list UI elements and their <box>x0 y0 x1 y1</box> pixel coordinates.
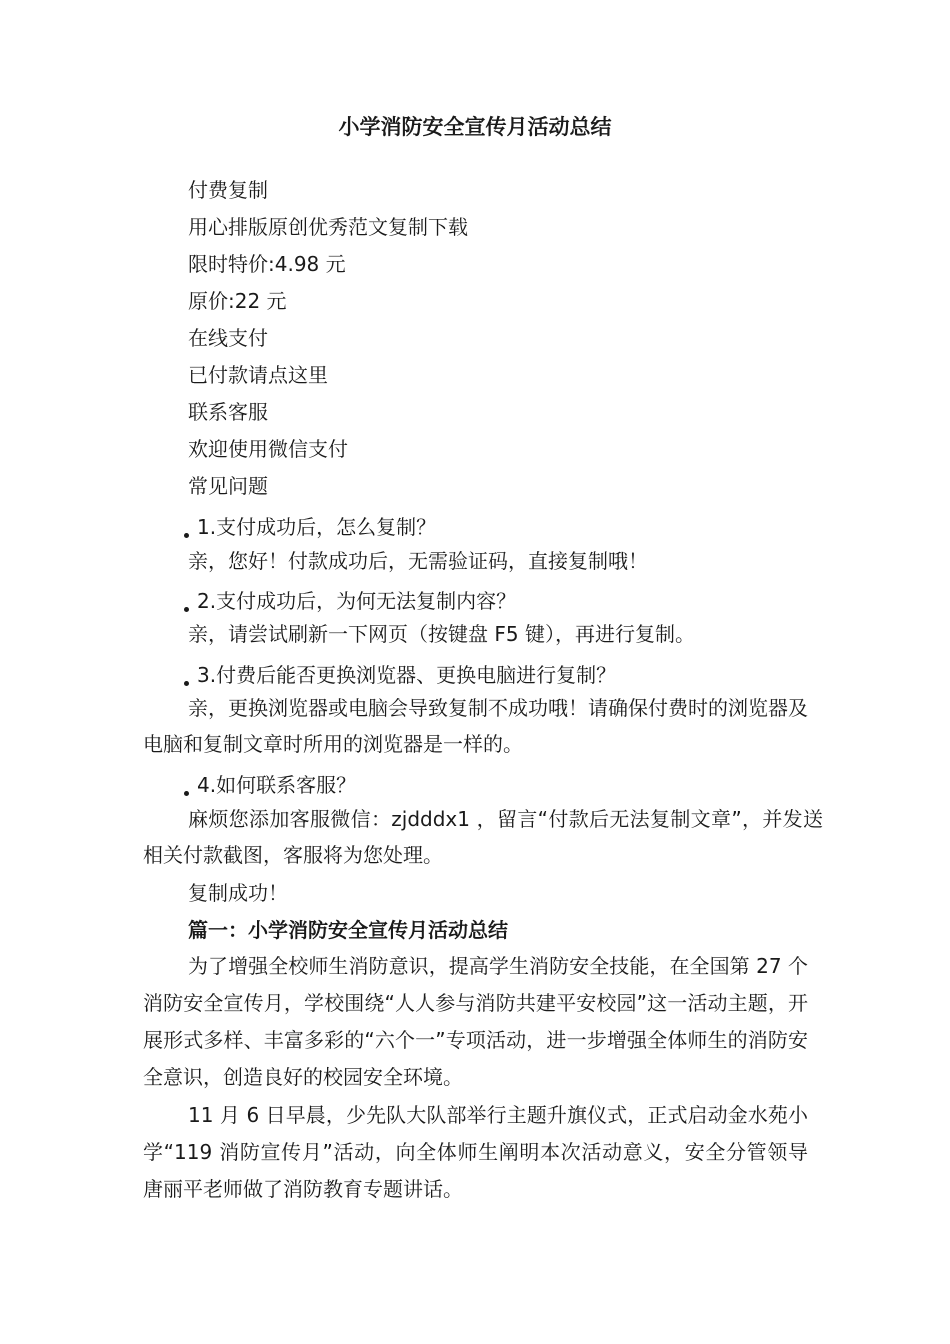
bullet-icon <box>184 607 189 612</box>
faq-answer: 亲，更换浏览器或电脑会导致复制不成功哦！请确保付费时的浏览器及电脑和复制文章时所用的浏览器是一样的。 <box>143 696 808 756</box>
wechat-pay-text: 欢迎使用微信支付 <box>188 437 348 461</box>
online-pay-button[interactable]: 在线支付 <box>188 326 268 350</box>
sale-price: 限时特价:4.98 元 <box>188 252 346 276</box>
bullet-icon <box>184 533 189 538</box>
bullet-icon <box>184 791 189 796</box>
body-paragraph: 11 月 6 日早晨，少先队大队部举行主题升旗仪式，正式启动金水苑小学“119 消防宣传月”活动，向全体师生阐明本次活动意义，安全分管领导唐丽平老师做了消防教育专题讲话。 <box>143 1103 808 1201</box>
faq-question: 1.支付成功后，怎么复制？ <box>184 513 436 541</box>
document-title: 小学消防安全宣传月活动总结 <box>338 115 612 139</box>
faq-question: 2.支付成功后，为何无法复制内容？ <box>184 587 516 615</box>
faq-answer: 亲，您好！付款成功后，无需验证码，直接复制哦！ <box>188 549 648 573</box>
bullet-icon <box>184 681 189 686</box>
body-paragraph: 为了增强全校师生消防意识，提高学生消防安全技能，在全国第 27 个消防安全宣传月，学校围绕“人人参与消防共建平安校园”这一活动主题，开展形式多样、丰富多彩的“六个一”专项活动，进一步增强全体师生的消防安全意识，创造良好的校园安全环境。 <box>143 954 808 1089</box>
faq-question: 3.付费后能否更换浏览器、更换电脑进行复制？ <box>184 661 616 689</box>
section-heading: 篇一：小学消防安全宣传月活动总结 <box>188 918 508 942</box>
faq-question: 4.如何联系客服？ <box>184 771 356 799</box>
faq-heading: 常见问题 <box>188 474 268 498</box>
contact-service-link[interactable]: 联系客服 <box>188 400 268 424</box>
faq-answer: 亲，请尝试刷新一下网页（按键盘 F5 键），再进行复制。 <box>188 622 695 646</box>
pay-subtitle: 用心排版原创优秀范文复制下载 <box>188 215 468 239</box>
paid-click-here-link[interactable]: 已付款请点这里 <box>188 363 328 387</box>
paid-copy-label: 付费复制 <box>188 178 268 202</box>
faq-answer: 麻烦您添加客服微信：zjdddx1 ，留言“付款后无法复制文章”，并发送相关付款截图，客服将为您处理。 <box>143 807 823 867</box>
original-price: 原价:22 元 <box>188 289 287 313</box>
copy-success-text: 复制成功！ <box>188 881 288 905</box>
